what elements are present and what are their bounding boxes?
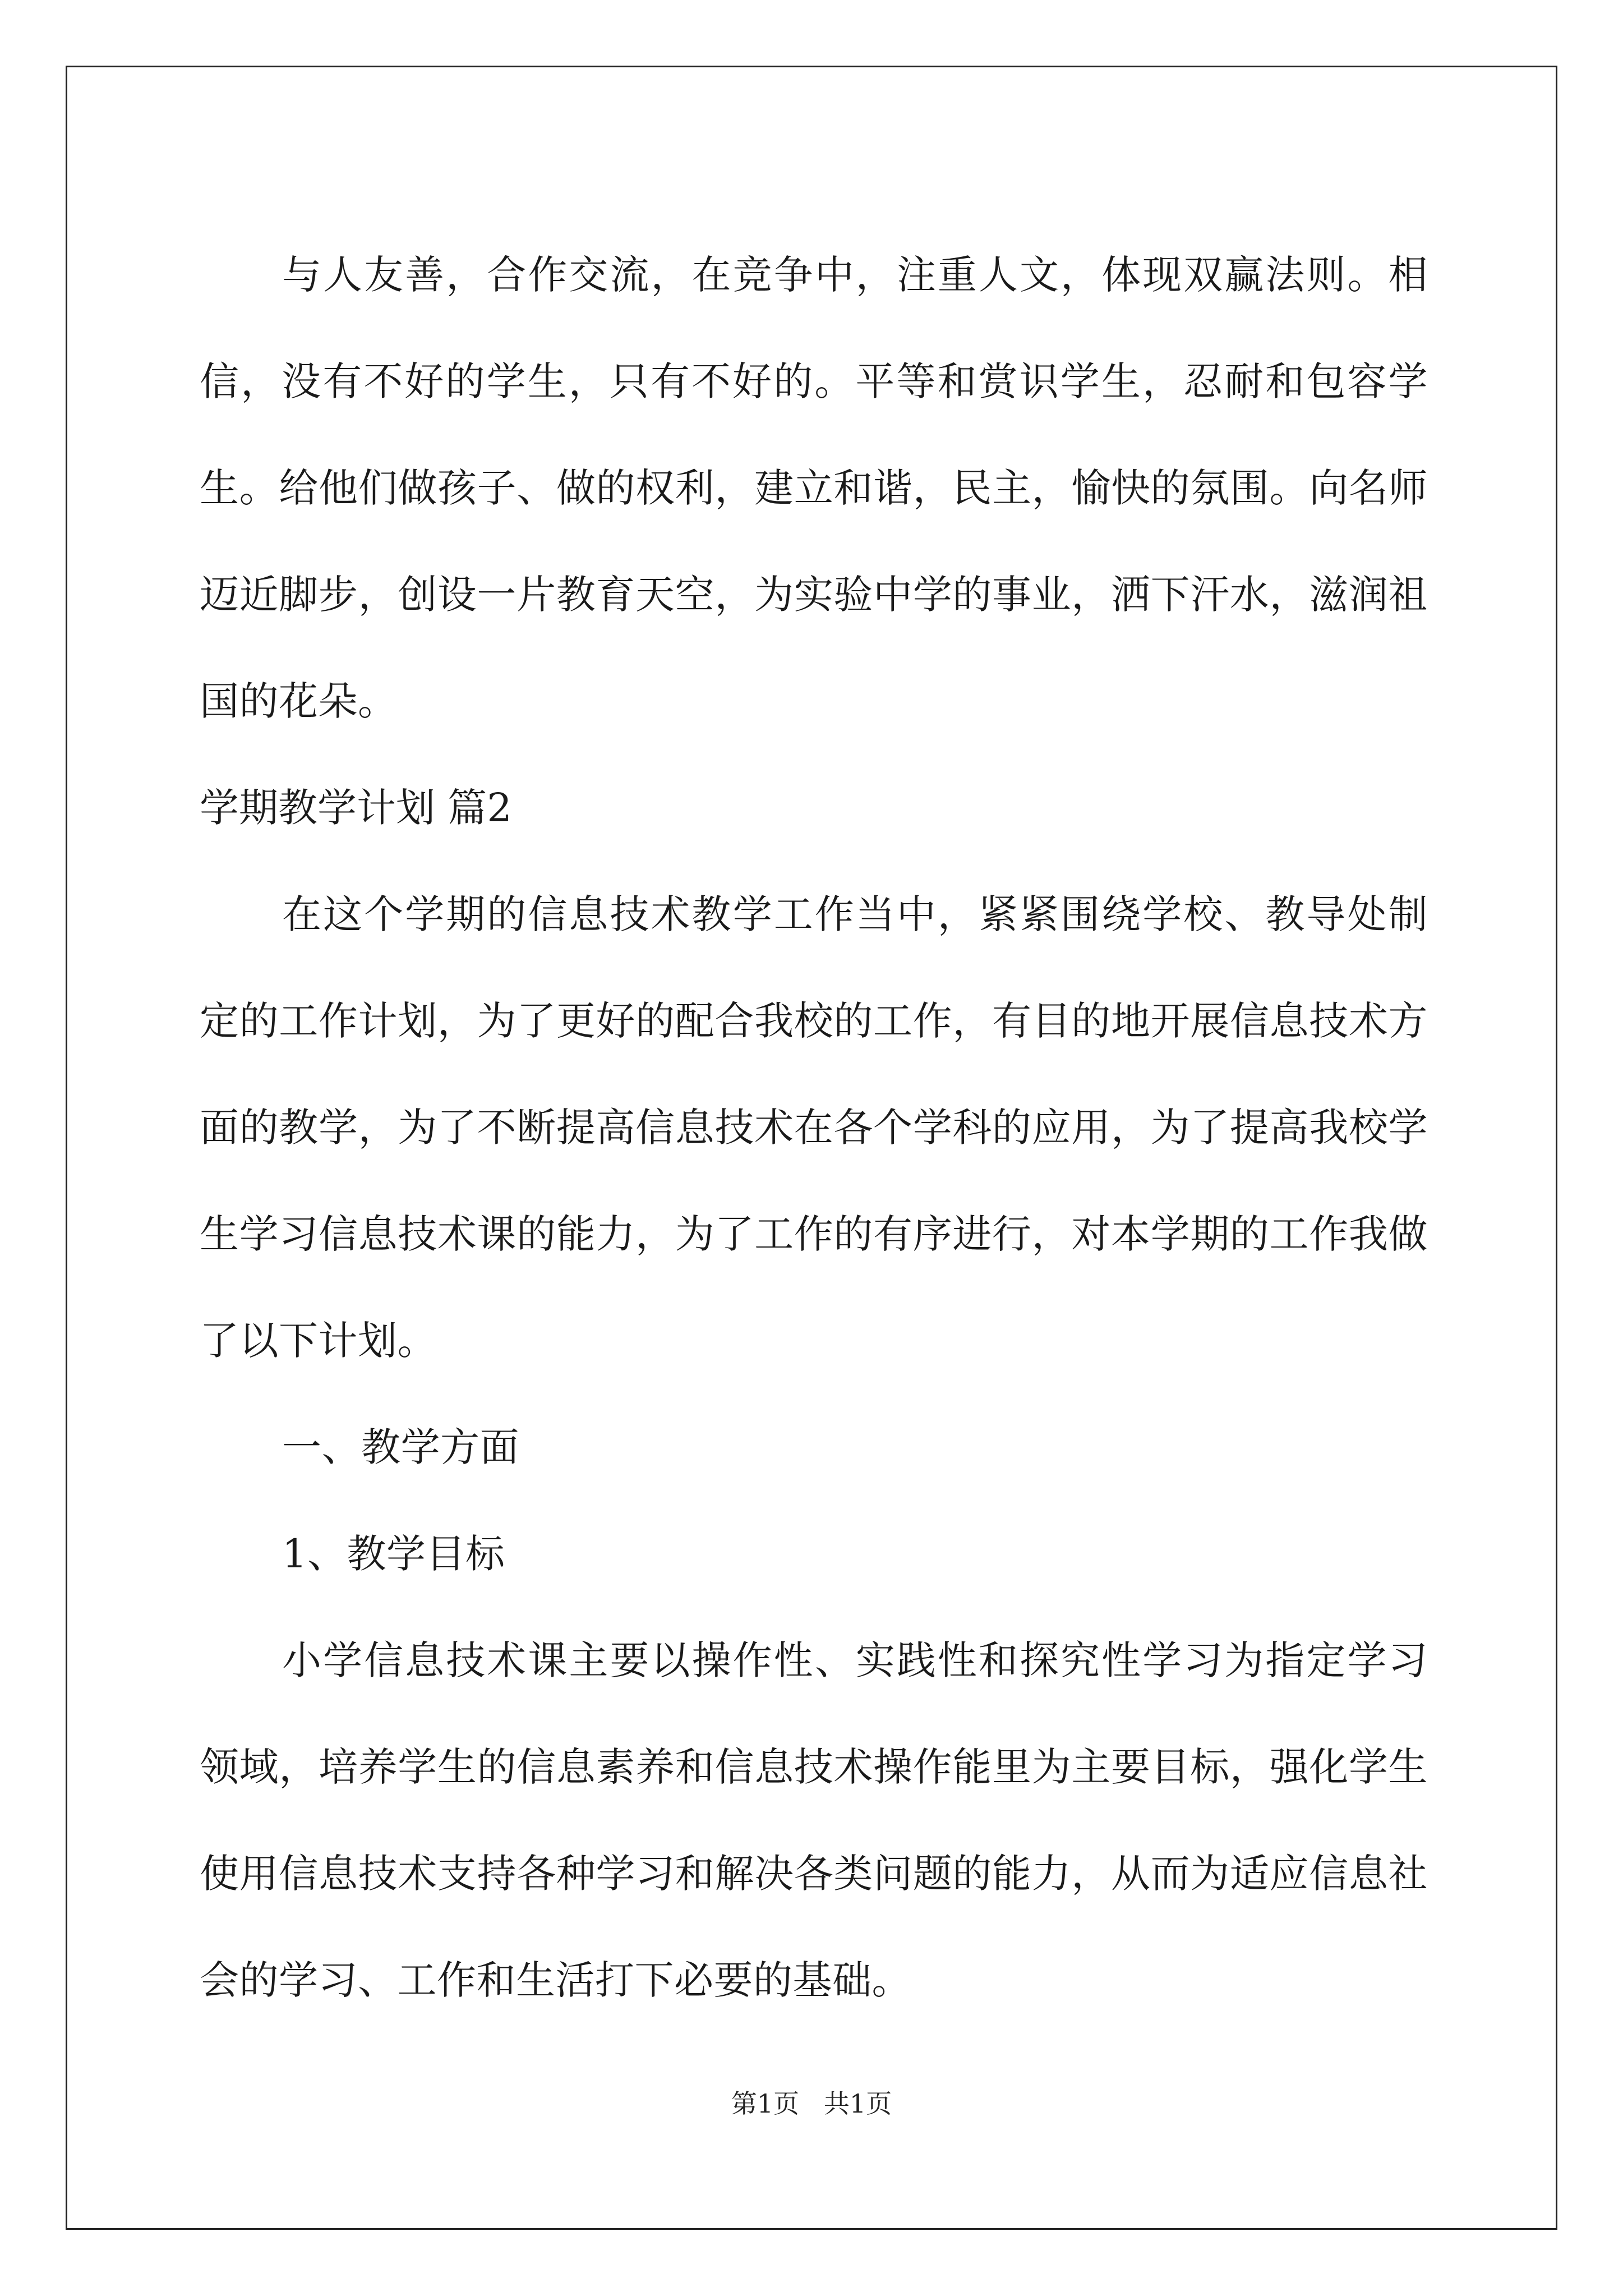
paragraph-1: 与人友善，合作交流，在竞争中，注重人文，体现双赢法则。相信，没有不好的学生，只有不好的。平等和赏识学生，忍耐和包容学生。给他们做孩子、做的权利，建立和谐，民主，愉快的氛围。向名师迈近脚步，创设一片教育天空，为实验中学的事业，洒下汗水，滋润祖国的花朵。 — [200, 252, 1428, 724]
section-heading: 学期教学计划 篇2 — [200, 785, 512, 831]
paragraph-2: 在这个学期的信息技术教学工作当中，紧紧围绕学校、教导处制定的工作计划，为了更好的配合我校的工作，有目的地开展信息技术方面的教学，为了不断提高信息技术在各个学科的应用，为了提高我校学生学习信息技术课的能力，为了工作的有序进行，对本学期的工作我做了以下计划。 — [200, 891, 1428, 1364]
document-body — [200, 222, 1428, 2033]
page-footer: 第1页 共1页 — [731, 2088, 892, 2119]
paragraph-3: 小学信息技术课主要以操作性、实践性和探究性学习为指定学习领域，培养学生的信息素养和信息技术操作能里为主要目标，强化学生使用信息技术支持各种学习和解决各类问题的能力，从而为适应信息社会的学习、工作和生活打下必要的基础。 — [200, 1637, 1428, 2003]
subheading-teaching: 一、教学方面 — [282, 1424, 519, 1470]
subheading-goals: 1、教学目标 — [282, 1531, 505, 1577]
